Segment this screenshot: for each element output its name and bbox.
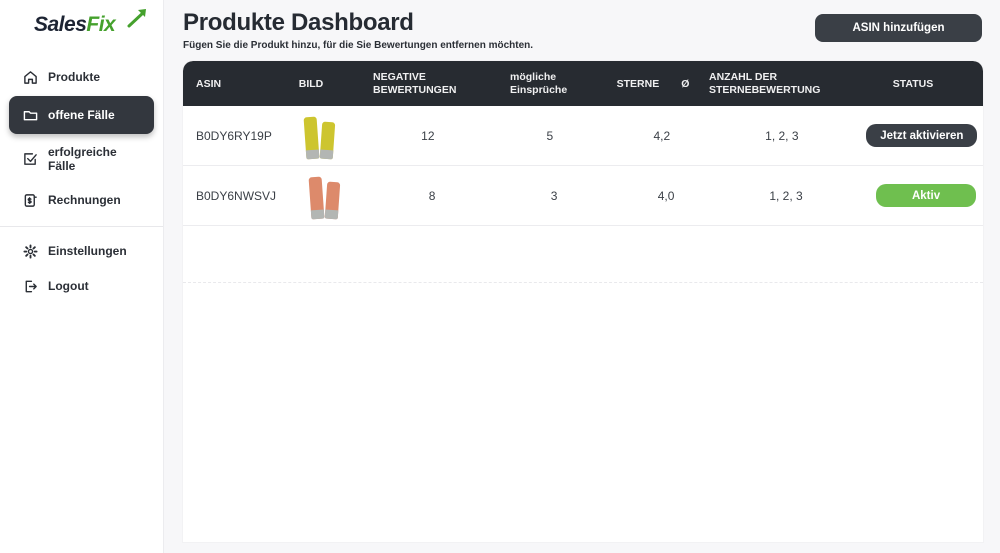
page-header: [163, 0, 1000, 51]
column-header-anzahl-sternebewertung: ANZAHL DER STERNEBEWERTUNG: [709, 70, 821, 96]
sidebar-item-label: Rechnungen: [48, 193, 121, 207]
sidebar-item-rechnungen[interactable]: [9, 184, 154, 216]
product-image-yellow-tubes: [272, 113, 368, 159]
column-header-sterne: STERNE Ø: [616, 77, 690, 90]
products-table: [183, 61, 983, 542]
negative-reviews-value: 12: [421, 128, 435, 143]
sidebar-item-label: Produkte: [48, 70, 101, 84]
asin-value: B0DY6RY19P: [196, 128, 272, 143]
activate-now-button[interactable]: Jetzt aktivieren: [866, 124, 977, 147]
main-content: [163, 0, 1000, 553]
sidebar-item-label: Logout: [48, 279, 89, 293]
possible-objections-value: 5: [546, 128, 554, 143]
asin-value: B0DY6NWSVJ: [196, 188, 277, 203]
sidebar: [0, 0, 163, 553]
brand-fix: Fix: [86, 13, 116, 36]
column-header-moegliche-einsprueche: mögliche Einsprüche: [510, 70, 568, 96]
status-active-badge[interactable]: Aktiv: [876, 184, 976, 207]
asin-add-button[interactable]: ASIN hinzufügen: [815, 14, 982, 42]
invoice-icon: [22, 192, 38, 208]
check-square-icon: [22, 151, 38, 167]
sidebar-item-offene-faelle[interactable]: [9, 96, 154, 134]
sidebar-item-erfolgreiche-faelle[interactable]: [9, 137, 154, 181]
tube-shape: [308, 176, 324, 219]
sidebar-item-label: Einstellungen: [48, 244, 127, 258]
page-title: Produkte Dashboard: [183, 9, 414, 36]
folder-icon: [22, 107, 38, 123]
tube-shape: [324, 181, 340, 219]
brand-logo: [34, 13, 144, 37]
column-header-negative-bewertungen: NEGATIVE BEWERTUNGEN: [373, 70, 457, 96]
average-symbol: Ø: [681, 77, 690, 90]
table-row: [183, 106, 983, 166]
product-image-orange-tubes: [276, 173, 372, 219]
logout-icon: [22, 278, 38, 294]
sidebar-nav: [0, 61, 163, 302]
star-rating-counts-value: 1, 2, 3: [769, 188, 803, 203]
column-header-asin: ASIN: [196, 77, 222, 90]
table-row: [183, 166, 983, 226]
sidebar-item-logout[interactable]: [9, 270, 154, 302]
table-header-row: [183, 61, 983, 106]
sidebar-item-label: offene Fälle: [48, 108, 115, 122]
column-header-bild: BILD: [298, 77, 324, 90]
home-icon: [22, 69, 38, 85]
stars-average-value: 4,0: [657, 188, 675, 203]
star-rating-counts-value: 1, 2, 3: [765, 128, 799, 143]
gear-icon: [22, 243, 38, 259]
sidebar-item-produkte[interactable]: [9, 61, 154, 93]
column-header-status: STATUS: [892, 77, 934, 90]
possible-objections-value: 3: [550, 188, 558, 203]
sidebar-divider: [0, 226, 163, 227]
negative-reviews-value: 8: [428, 188, 436, 203]
tube-shape: [320, 121, 336, 159]
brand-sales: Sales: [34, 13, 87, 36]
stars-average-value: 4,2: [653, 128, 671, 143]
sidebar-item-einstellungen[interactable]: [9, 235, 154, 267]
sidebar-item-label: erfolgreiche Fälle: [48, 145, 117, 173]
tube-shape: [304, 116, 320, 159]
empty-table-row: [183, 226, 983, 283]
page-subtitle: Fügen Sie die Produkt hinzu, für die Sie Bewertungen entfernen möchten.: [183, 40, 534, 52]
